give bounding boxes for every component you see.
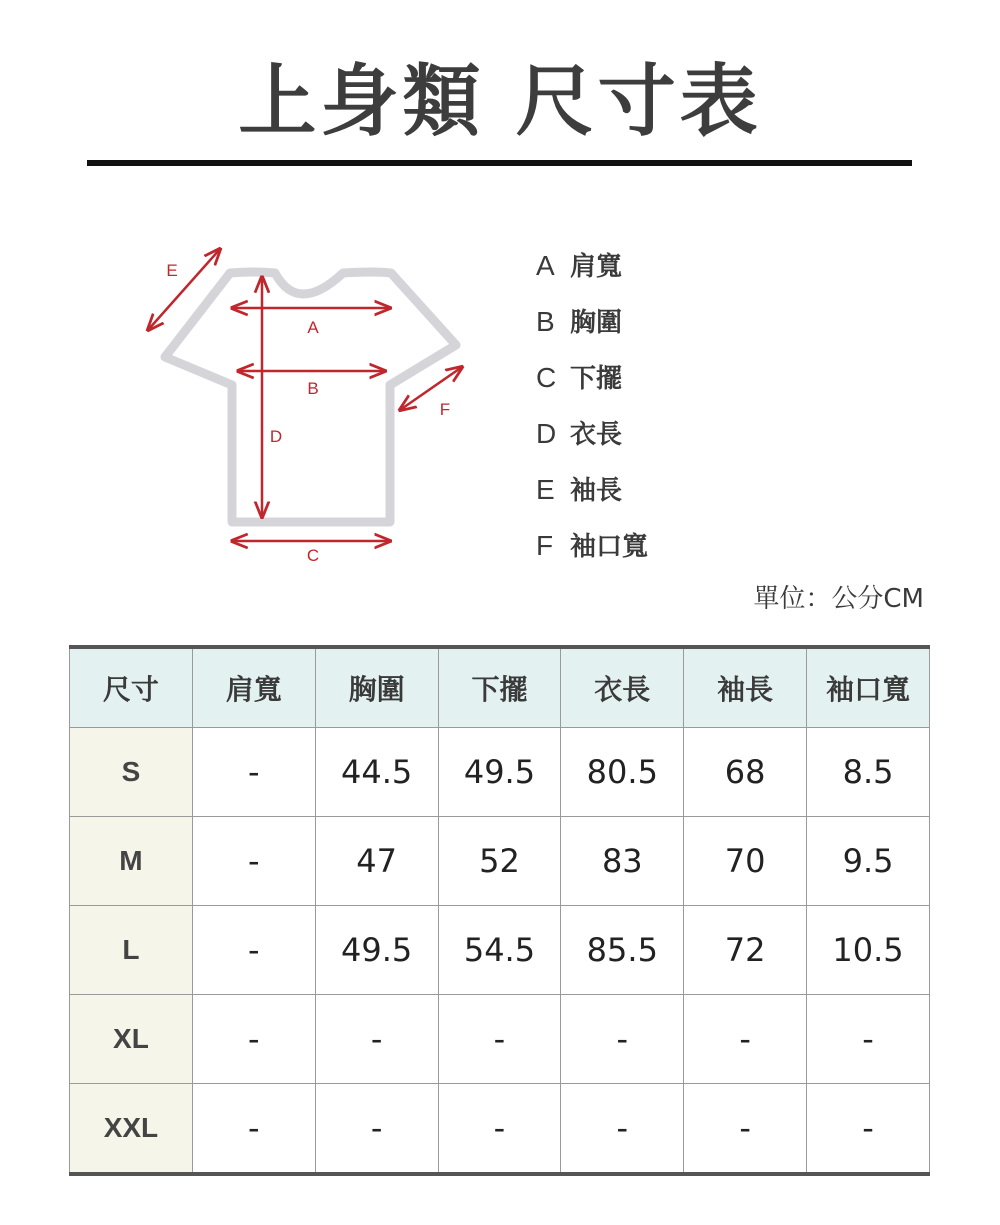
page-title: 上身類 尺寸表 — [238, 57, 762, 147]
header-sleeve-length: 袖長 — [684, 647, 807, 728]
legend-letter: B — [536, 306, 555, 337]
label-e: E — [166, 261, 178, 280]
table-cell: 47 — [315, 817, 438, 906]
table-cell: - — [192, 817, 315, 906]
table-cell: - — [807, 995, 930, 1084]
table-cell: - — [315, 995, 438, 1084]
table-row — [70, 728, 930, 817]
legend-item-b — [536, 304, 836, 360]
arrow-e — [148, 249, 220, 330]
table-cell: - — [684, 1084, 807, 1175]
header-cuff-width: 袖口寬 — [807, 647, 930, 728]
table-cell: 49.5 — [438, 728, 561, 817]
table-cell: 85.5 — [561, 906, 684, 995]
table-cell: 54.5 — [438, 906, 561, 995]
table-cell: - — [192, 1084, 315, 1175]
table-cell: 83 — [561, 817, 684, 906]
size-cell: S — [70, 728, 193, 817]
table-cell: - — [438, 1084, 561, 1175]
legend-item-c — [536, 360, 836, 416]
table-row — [70, 817, 930, 906]
table-cell: - — [192, 995, 315, 1084]
legend-label: 下擺 — [570, 364, 623, 394]
table-cell: 8.5 — [807, 728, 930, 817]
table-cell: 70 — [684, 817, 807, 906]
unit-note: 單位：公分CM — [753, 584, 924, 614]
legend-label: 衣長 — [570, 420, 623, 450]
label-c: C — [306, 546, 320, 565]
tshirt-diagram — [130, 235, 490, 575]
size-cell: L — [70, 906, 193, 995]
legend-label: 袖長 — [570, 476, 623, 506]
table-cell: - — [561, 1084, 684, 1175]
label-b: B — [307, 379, 319, 398]
legend-item-d — [536, 416, 836, 472]
label-f: F — [439, 400, 451, 419]
header-size: 尺寸 — [70, 647, 193, 728]
legend-letter: E — [536, 474, 555, 505]
legend-label: 胸圍 — [570, 308, 623, 338]
table-cell: 9.5 — [807, 817, 930, 906]
size-cell: XXL — [70, 1084, 193, 1175]
table-cell: 52 — [438, 817, 561, 906]
table-cell: 80.5 — [561, 728, 684, 817]
legend-letter: A — [536, 250, 555, 281]
table-row — [70, 995, 930, 1084]
table-cell: 68 — [684, 728, 807, 817]
measurement-legend — [536, 248, 836, 584]
label-a: A — [307, 318, 319, 337]
header-hem: 下擺 — [438, 647, 561, 728]
table-row — [70, 906, 930, 995]
table-cell: 49.5 — [315, 906, 438, 995]
table-cell: - — [192, 728, 315, 817]
legend-letter: F — [536, 530, 554, 561]
header-shoulder: 肩寬 — [192, 647, 315, 728]
legend-letter: D — [536, 418, 557, 449]
header-chest: 胸圍 — [315, 647, 438, 728]
table-cell: - — [192, 906, 315, 995]
legend-letter: C — [536, 362, 557, 393]
legend-label: 袖口寬 — [570, 532, 649, 562]
table-row — [70, 1084, 930, 1175]
legend-item-a — [536, 248, 836, 304]
size-table — [69, 645, 930, 1176]
table-cell: 44.5 — [315, 728, 438, 817]
table-header-row — [70, 647, 930, 728]
table-cell: - — [315, 1084, 438, 1175]
size-cell: M — [70, 817, 193, 906]
table-cell: - — [684, 995, 807, 1084]
table-cell: - — [807, 1084, 930, 1175]
legend-item-e — [536, 472, 836, 528]
size-cell: XL — [70, 995, 193, 1084]
label-d: D — [269, 427, 283, 446]
table-cell: - — [438, 995, 561, 1084]
legend-label: 肩寬 — [570, 252, 623, 282]
header-length: 衣長 — [561, 647, 684, 728]
table-cell: 10.5 — [807, 906, 930, 995]
legend-item-f — [536, 528, 836, 584]
table-cell: - — [561, 995, 684, 1084]
title-divider — [87, 160, 912, 166]
table-cell: 72 — [684, 906, 807, 995]
